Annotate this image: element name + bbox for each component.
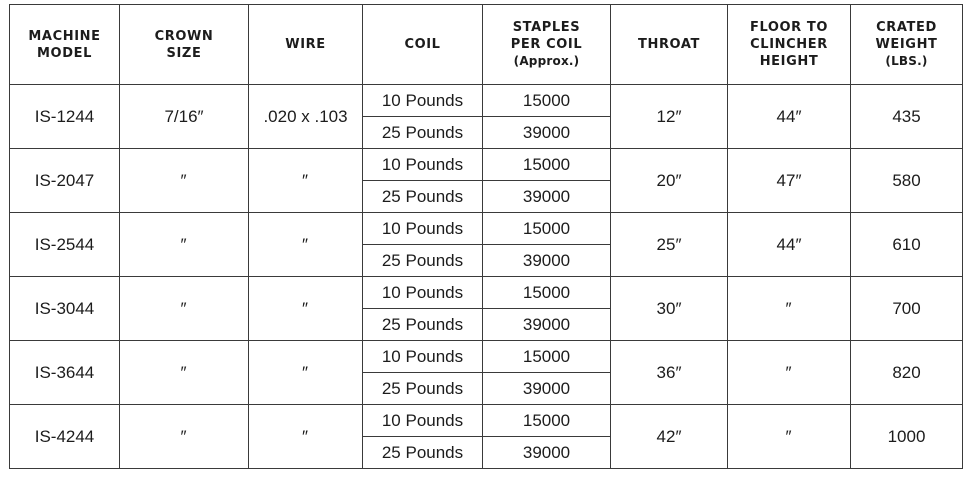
header-throat [611,5,728,85]
header-crated-weight [851,5,963,85]
header-text: COIL [404,37,441,52]
staples-cell: 39000 [483,437,611,469]
throat-cell: 25″ [611,213,728,277]
wire-cell: ″ [249,149,363,213]
coil-cell: 25 Pounds [363,117,483,149]
floor-height-cell: ″ [728,341,851,405]
floor-height-cell: 47″ [728,149,851,213]
coil-cell: 10 Pounds [363,341,483,373]
staples-cell: 15000 [483,85,611,117]
spec-sheet [9,4,962,493]
weight-cell: 435 [851,85,963,149]
header-text: WEIGHT [875,37,938,52]
throat-cell: 30″ [611,277,728,341]
header-coil [363,5,483,85]
floor-height-cell: ″ [728,277,851,341]
coil-cell: 25 Pounds [363,181,483,213]
header-text: STAPLES [512,20,581,35]
header-row [10,5,963,85]
header-text: SIZE [166,45,202,61]
wire-cell: ″ [249,277,363,341]
throat-cell: 42″ [611,405,728,469]
weight-cell: 580 [851,149,963,213]
header-text: PER COIL [510,37,583,52]
crown-cell: ″ [120,213,249,277]
coil-cell: 10 Pounds [363,213,483,245]
header-text: MODEL [37,45,92,61]
floor-height-cell: 44″ [728,85,851,149]
throat-cell: 20″ [611,149,728,213]
staples-cell: 39000 [483,181,611,213]
table-row [10,341,963,373]
header-text: THROAT [638,37,700,52]
coil-cell: 25 Pounds [363,309,483,341]
coil-cell: 10 Pounds [363,405,483,437]
weight-cell: 820 [851,341,963,405]
crown-cell: ″ [120,405,249,469]
floor-height-cell: 44″ [728,213,851,277]
crown-cell: 7/16″ [120,85,249,149]
coil-cell: 25 Pounds [363,437,483,469]
wire-cell: .020 x .103 [249,85,363,149]
staples-cell: 39000 [483,117,611,149]
crown-cell: ″ [120,277,249,341]
header-text: WIRE [285,37,326,52]
table-row [10,405,963,437]
wire-cell: ″ [249,213,363,277]
wire-cell: ″ [249,405,363,469]
crown-cell: ″ [120,341,249,405]
coil-cell: 25 Pounds [363,373,483,405]
coil-cell: 10 Pounds [363,85,483,117]
model-cell: IS-3644 [10,341,120,405]
throat-cell: 36″ [611,341,728,405]
header-crown-size [120,5,249,85]
floor-height-cell: ″ [728,405,851,469]
throat-cell: 12″ [611,85,728,149]
model-cell: IS-1244 [10,85,120,149]
staples-cell: 15000 [483,213,611,245]
table-row [10,277,963,309]
header-text: FLOOR TO [749,20,829,35]
model-cell: IS-2047 [10,149,120,213]
staples-cell: 15000 [483,341,611,373]
staples-cell: 39000 [483,245,611,277]
coil-cell: 25 Pounds [363,245,483,277]
model-cell: IS-4244 [10,405,120,469]
header-text: HEIGHT [759,54,819,69]
staples-cell: 39000 [483,373,611,405]
weight-cell: 1000 [851,405,963,469]
header-text: CROWN [154,28,214,44]
header-text: CLINCHER [750,37,828,52]
weight-cell: 700 [851,277,963,341]
header-machine-model [10,5,120,85]
coil-cell: 10 Pounds [363,277,483,309]
header-staples-per-coil [483,5,611,85]
model-cell: IS-2544 [10,213,120,277]
header-text: (LBS.) [885,54,928,68]
staples-cell: 39000 [483,309,611,341]
header-text: MACHINE [28,28,101,44]
staples-cell: 15000 [483,277,611,309]
table-row [10,213,963,245]
weight-cell: 610 [851,213,963,277]
staples-cell: 15000 [483,149,611,181]
model-cell: IS-3044 [10,277,120,341]
wire-cell: ″ [249,341,363,405]
table-row [10,85,963,117]
header-text: CRATED [876,20,937,35]
machine-spec-table [9,4,963,469]
coil-cell: 10 Pounds [363,149,483,181]
table-row [10,149,963,181]
staples-cell: 15000 [483,405,611,437]
crown-cell: ″ [120,149,249,213]
header-floor-to-clincher-height [728,5,851,85]
header-text: (Approx.) [513,54,580,68]
header-wire [249,5,363,85]
